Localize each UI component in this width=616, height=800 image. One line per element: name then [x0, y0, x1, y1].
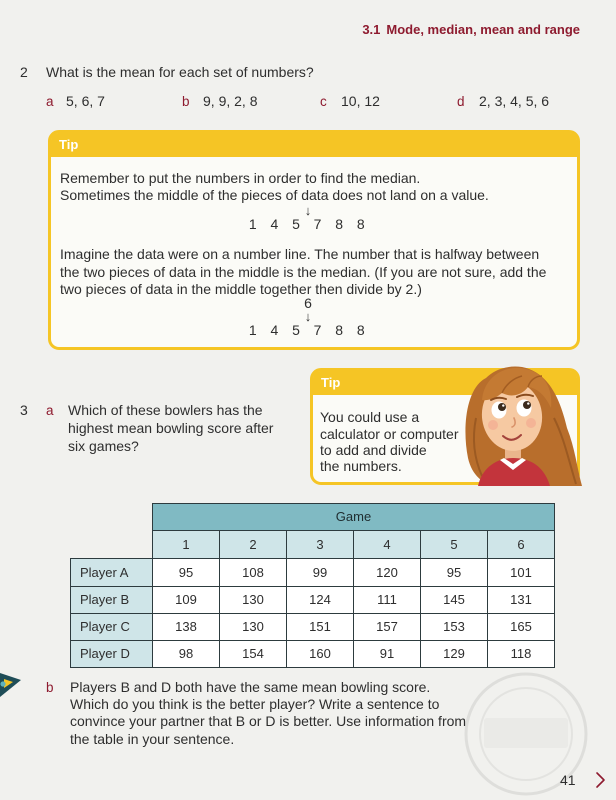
q3-part-a-line-2: highest mean bowling score after — [68, 419, 274, 436]
page-number: 41 — [560, 772, 576, 788]
column-header: 3 — [287, 531, 354, 559]
q3-part-a-line-3: six games? — [68, 437, 139, 454]
score-cell: 145 — [421, 587, 488, 614]
data-value: 1 — [248, 215, 257, 232]
table-column-row — [71, 531, 555, 559]
q2-part-d-letter: d — [457, 93, 465, 109]
data-value: 7 — [313, 321, 322, 338]
score-cell: 130 — [220, 587, 287, 614]
row-label: Player C — [71, 614, 153, 641]
column-header: 1 — [153, 531, 220, 559]
down-arrow-icon: ↓ — [304, 308, 312, 324]
data-value: 8 — [356, 321, 365, 338]
question-2-number: 2 — [20, 64, 28, 80]
tip-calculator-line-2: calculator or computer — [320, 425, 459, 442]
bowling-scores-table — [70, 503, 555, 668]
girl-illustration — [456, 358, 582, 486]
pair-work-icon — [0, 671, 22, 699]
data-value: 4 — [270, 321, 279, 338]
ordered-data-row — [242, 322, 372, 339]
data-value: 8 — [356, 215, 365, 232]
q3-part-b-line-2: Which do you think is the better player? Write a sentence to — [70, 695, 440, 712]
q3-part-b-letter: b — [46, 679, 54, 695]
tip-explain-line-2: the two pieces of data in the middle is the median. (If you are not sure, add the — [60, 263, 547, 280]
row-label: Player B — [71, 587, 153, 614]
column-header: 6 — [488, 531, 555, 559]
table-row — [71, 559, 555, 587]
tip-label: Tip — [59, 137, 79, 152]
score-cell: 91 — [354, 641, 421, 668]
score-cell: 129 — [421, 641, 488, 668]
score-cell: 120 — [354, 559, 421, 587]
score-cell: 101 — [488, 559, 555, 587]
row-label: Player D — [71, 641, 153, 668]
tip-explain-line-3: two pieces of data in the middle together then divide by 2.) — [60, 280, 422, 297]
tip-explain-line-1: Imagine the data were on a number line. The number that is halfway between — [60, 245, 540, 262]
table-row — [71, 614, 555, 641]
score-cell: 151 — [287, 614, 354, 641]
score-cell: 154 — [220, 641, 287, 668]
data-value: 4 — [270, 215, 279, 232]
tip-header-band — [51, 133, 577, 157]
score-cell: 118 — [488, 641, 555, 668]
row-label: Player A — [71, 559, 153, 587]
q2-part-c-numbers: 10, 12 — [341, 92, 380, 109]
score-cell: 111 — [354, 587, 421, 614]
data-value: 5 — [292, 321, 300, 338]
q3-part-a-line-1: Which of these bowlers has the — [68, 401, 263, 418]
score-cell: 95 — [153, 559, 220, 587]
ordered-data-row — [242, 216, 372, 233]
column-header: 4 — [354, 531, 421, 559]
score-cell: 153 — [421, 614, 488, 641]
q3-part-b-line-4: the table in your sentence. — [70, 730, 235, 747]
score-cell: 108 — [220, 559, 287, 587]
q2-part-a-numbers: 5, 6, 7 — [66, 92, 105, 109]
table-corner — [71, 531, 153, 559]
score-cell: 160 — [287, 641, 354, 668]
score-cell: 99 — [287, 559, 354, 587]
q2-part-b-numbers: 9, 9, 2, 8 — [203, 92, 258, 109]
data-value: 5 — [292, 215, 300, 232]
chevron-right-icon — [594, 771, 606, 789]
data-value: 8 — [335, 321, 344, 338]
column-header: 2 — [220, 531, 287, 559]
q2-part-b-letter: b — [182, 93, 190, 109]
question-2-prompt: What is the mean for each set of numbers? — [46, 64, 314, 80]
halfway-value: 6 — [304, 294, 312, 311]
score-cell: 130 — [220, 614, 287, 641]
tip-intro-line-2: Sometimes the middle of the pieces of data does not land on a value. — [60, 186, 489, 203]
section-number: 3.1 — [362, 22, 381, 37]
section-header — [362, 22, 580, 38]
tip-calculator-line-3: to add and divide — [320, 441, 427, 458]
q2-part-a-letter: a — [46, 93, 54, 109]
game-group-header: Game — [153, 504, 555, 531]
down-arrow-icon: ↓ — [304, 202, 312, 218]
q2-part-c-letter: c — [320, 93, 327, 109]
table-row — [71, 587, 555, 614]
q2-part-d-numbers: 2, 3, 4, 5, 6 — [479, 92, 550, 109]
score-cell: 165 — [488, 614, 555, 641]
tip-calculator-line-1: You could use a — [320, 408, 420, 425]
data-value: 8 — [335, 215, 344, 232]
tip-intro-line-1: Remember to put the numbers in order to find the median. — [60, 169, 421, 186]
section-title: Mode, median, mean and range — [386, 22, 580, 37]
data-value: 7 — [313, 215, 322, 232]
q3-part-b-line-1: Players B and D both have the same mean bowling score. — [70, 678, 431, 695]
table-header-row — [71, 504, 555, 531]
q3-part-b-line-3: convince your partner that B or D is better. Use information from — [70, 712, 467, 729]
watermark-stamp — [458, 668, 598, 798]
table-corner — [71, 504, 153, 531]
tip-box-median — [48, 130, 580, 350]
score-cell: 157 — [354, 614, 421, 641]
score-cell: 124 — [287, 587, 354, 614]
score-cell: 95 — [421, 559, 488, 587]
tip-label: Tip — [321, 375, 341, 390]
score-cell: 109 — [153, 587, 220, 614]
data-value: 1 — [248, 321, 257, 338]
table-row — [71, 641, 555, 668]
column-header: 5 — [421, 531, 488, 559]
score-cell: 131 — [488, 587, 555, 614]
score-cell: 138 — [153, 614, 220, 641]
score-cell: 98 — [153, 641, 220, 668]
tip-calculator-line-4: the numbers. — [320, 457, 402, 474]
question-3-number: 3 — [20, 401, 28, 418]
q3-part-a-letter: a — [46, 402, 54, 418]
